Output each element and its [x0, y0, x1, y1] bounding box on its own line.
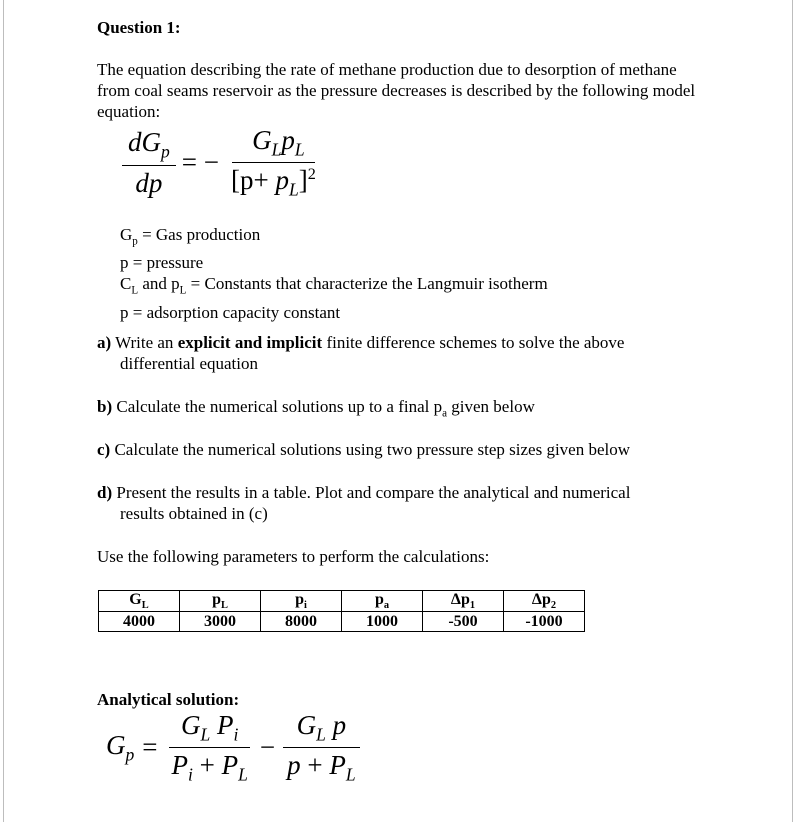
- text: c): [97, 440, 111, 459]
- text: p: [120, 253, 129, 273]
- intro-paragraph: The equation describing the rate of methane production due to desorption of methane from coal seams reservoir as the pressure decreases is described by the following model equation:: [97, 60, 696, 121]
- part-b: [97, 396, 535, 424]
- eq-text: L: [288, 179, 299, 200]
- table-cell: [342, 591, 423, 612]
- definitions-list: [120, 224, 548, 323]
- text: Present the results in a table. Plot and compare the analytical and numerical: [112, 483, 631, 502]
- text: L: [238, 764, 248, 785]
- definition-item: [120, 273, 548, 301]
- definition-item: [120, 252, 548, 273]
- text: L: [316, 724, 326, 745]
- question-title: Question 1:: [97, 18, 181, 37]
- table-cell: -500: [423, 612, 504, 632]
- table-header-row: [99, 591, 585, 612]
- text: = Constants that characterize the Langmuir isotherm: [186, 274, 548, 294]
- page-border-right: [792, 0, 793, 822]
- text: b): [97, 397, 113, 416]
- eq-text: 2: [307, 165, 316, 184]
- text: L: [131, 284, 139, 297]
- table-cell: 3000: [180, 612, 261, 632]
- text: L: [141, 600, 149, 612]
- text: −: [259, 732, 276, 763]
- text: +: [300, 750, 330, 781]
- eq-text: G: [252, 125, 272, 155]
- text: =: [142, 732, 158, 763]
- text: G: [129, 591, 142, 608]
- text: L: [200, 724, 211, 745]
- text: Write an: [111, 333, 178, 352]
- table-cell: -1000: [504, 612, 585, 632]
- part-a: [97, 332, 624, 374]
- text: d): [97, 483, 113, 502]
- text: i: [304, 600, 307, 612]
- text: p: [125, 744, 135, 765]
- params-table: [98, 590, 585, 632]
- text: G: [120, 225, 133, 244]
- table-cell: [99, 591, 180, 612]
- text: differential equation: [120, 354, 258, 373]
- text: results obtained in (c): [120, 504, 268, 523]
- eq-text: ]: [298, 165, 308, 196]
- table-cell: [180, 591, 261, 612]
- table-cell: [423, 591, 504, 612]
- text: explicit and implicit: [177, 333, 323, 352]
- definition-item: [120, 302, 548, 323]
- text: i: [233, 724, 239, 745]
- text: = Gas production: [137, 225, 261, 244]
- eq-text: p: [281, 125, 295, 155]
- analytical-heading: Analytical solution:: [97, 690, 240, 709]
- text: G: [296, 710, 317, 740]
- text: P: [171, 750, 188, 781]
- text: p: [332, 710, 347, 740]
- params-intro: Use the following parameters to perform the calculations:: [97, 547, 490, 566]
- text: a): [97, 333, 112, 352]
- text: G: [180, 710, 201, 740]
- page-border-left: [3, 0, 4, 822]
- table-cell: [261, 591, 342, 612]
- eq-text: [p+: [230, 165, 276, 196]
- model-equation: [122, 125, 322, 201]
- text: p: [212, 591, 221, 608]
- eq-sign: = −: [181, 147, 219, 178]
- table-cell: 4000: [99, 612, 180, 632]
- eq-text: L: [271, 139, 282, 160]
- text: P: [217, 710, 234, 740]
- eq-text: L: [294, 139, 305, 160]
- table-cell: 1000: [342, 612, 423, 632]
- text: P: [221, 750, 239, 781]
- part-c: [97, 439, 630, 460]
- eq-text: dG: [128, 127, 161, 158]
- text: = pressure: [128, 253, 204, 273]
- text: 2: [550, 600, 557, 612]
- eq-text: p: [161, 141, 170, 162]
- text: Δp: [531, 591, 551, 608]
- text: P: [329, 750, 346, 781]
- text: Calculate the numerical solutions up to a final p: [112, 397, 443, 416]
- table-cell: [504, 591, 585, 612]
- text: G: [106, 730, 126, 761]
- text: p: [120, 302, 129, 322]
- definition-item: [120, 224, 548, 252]
- text: Δp: [450, 591, 470, 608]
- text: L: [345, 764, 356, 785]
- text: finite difference schemes to solve the above: [322, 333, 625, 352]
- analytical-equation: [106, 710, 362, 786]
- eq-text: p: [275, 165, 289, 196]
- text: = adsorption capacity constant: [128, 302, 341, 322]
- table-row: [99, 612, 585, 632]
- text: and p: [138, 274, 180, 294]
- text: a: [442, 407, 448, 420]
- text: L: [220, 600, 228, 612]
- text: C: [120, 274, 132, 294]
- text: p: [374, 591, 384, 608]
- text: p: [295, 591, 304, 608]
- text: p: [287, 750, 301, 781]
- text: p: [132, 235, 138, 248]
- text: given below: [447, 397, 535, 416]
- text: L: [179, 284, 187, 297]
- eq-text: dp: [135, 167, 163, 198]
- text: 1: [469, 600, 476, 612]
- part-d: [97, 482, 630, 524]
- text: i: [188, 764, 193, 785]
- table-cell: 8000: [261, 612, 342, 632]
- text: +: [192, 750, 222, 781]
- text: a: [383, 600, 390, 612]
- text: Calculate the numerical solutions using two pressure step sizes given below: [110, 440, 631, 459]
